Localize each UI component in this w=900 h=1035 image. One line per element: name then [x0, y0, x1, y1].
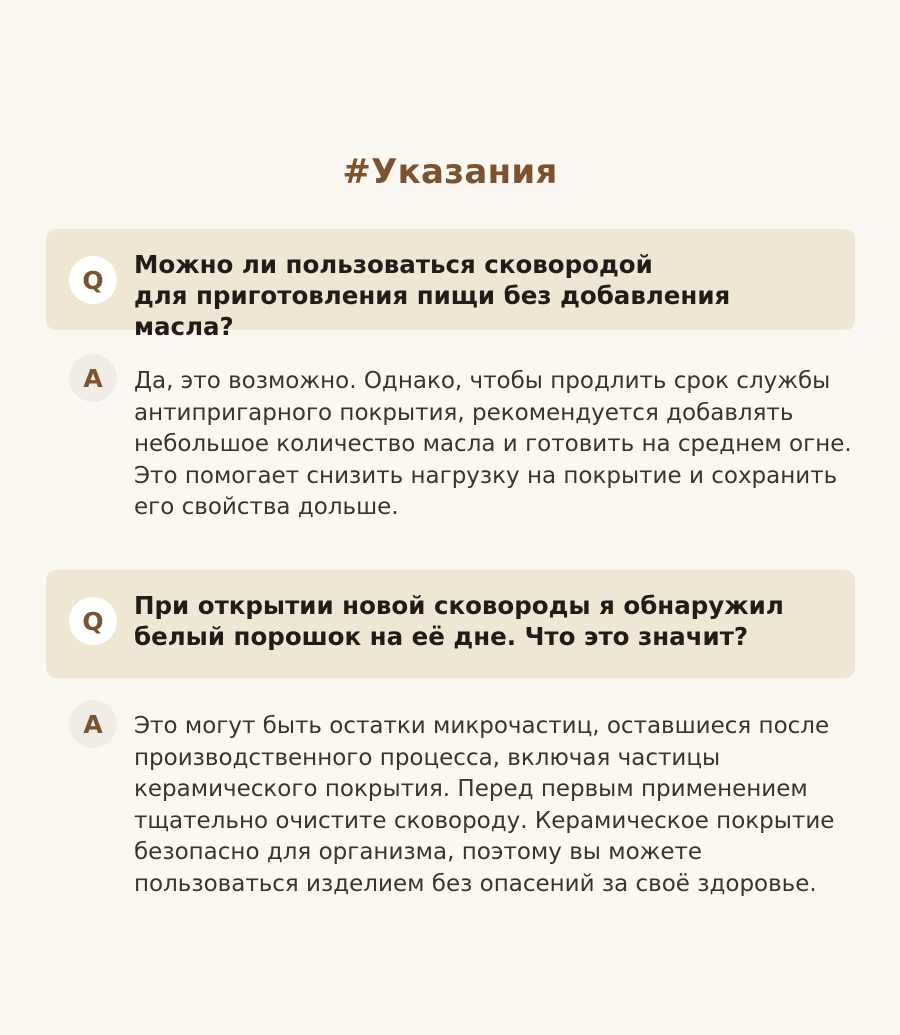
question-text: Можно ли пользоваться сковородой для приготовления пищи без добавления масла?: [134, 250, 731, 341]
question-badge: Q: [69, 597, 117, 645]
question-badge: Q: [69, 256, 117, 304]
page-title: #Указания: [342, 152, 558, 192]
answer-badge: A: [69, 354, 117, 402]
question-card-2: [46, 570, 855, 678]
answer-text: Это могут быть остатки микрочастиц, оставшиеся после производственного процесса, включая частицы керамического покрытия. Перед первым применением тщательно очистите сковороду. Керамическое покрытие безопасно для организма, поэтому вы можете пользоваться изделием без опасений за своё здоровье.: [134, 713, 835, 897]
answer-text: Да, это возможно. Однако, чтобы продлить срок службы антипригарного покрытия, рекомендуется добавлять небольшое количество масла и готовить на среднем огне. Это помогает снизить нагрузку на покрытие и сохранить его свойства дольше.: [134, 368, 852, 520]
question-card-1: [46, 229, 855, 341]
question-text: При открытии новой сковороды я обнаружил белый порошок на её дне. Что это значит?: [134, 591, 784, 651]
answer-badge: A: [69, 700, 117, 748]
